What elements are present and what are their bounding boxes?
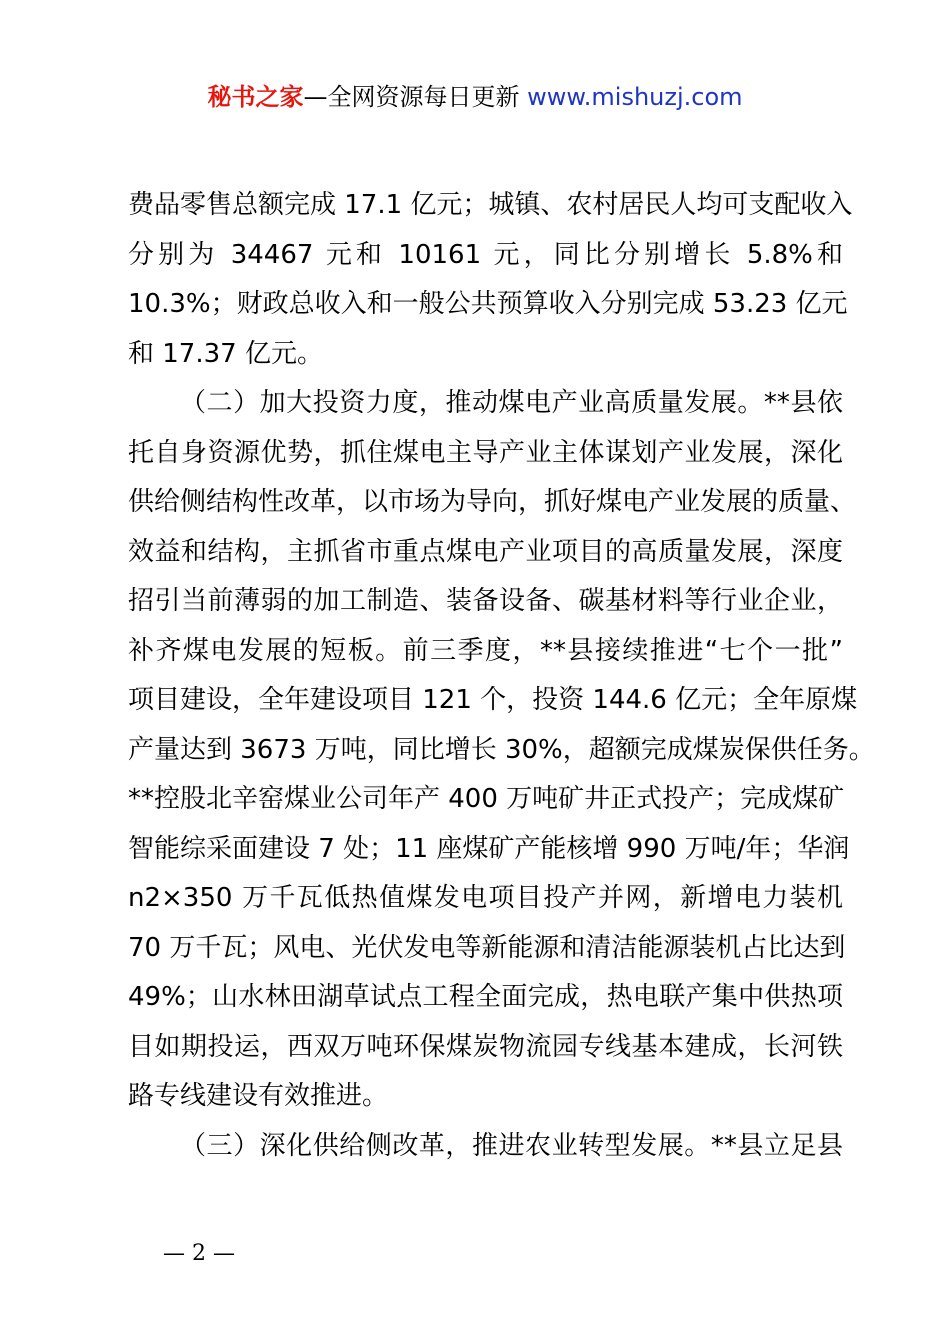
text-line: 费品零售总额完成 17.1 亿元；城镇、农村居民人均可支配收入 — [128, 190, 853, 220]
text-line: **控股北辛窑煤业公司年产 400 万吨矿井正式投产；完成煤矿 — [128, 784, 845, 814]
text-line: 10.3%；财政总收入和一般公共预算收入分别完成 53.23 亿元 — [128, 289, 848, 319]
paragraph-heading-2: （二）加大投资力度，推动煤电产业高质量发展。**县依 — [180, 388, 843, 418]
text-line: 分别为 34467 元和 10161 元，同比分别增长 5.8%和 — [128, 239, 843, 270]
text-line: 招引当前薄弱的加工制造、装备设备、碳基材料等行业企业， — [128, 586, 843, 616]
paragraph-heading-3: （三）深化供给侧改革，推进农业转型发展。**县立足县 — [180, 1130, 843, 1161]
site-url-link[interactable]: www.mishuzj.com — [527, 83, 743, 111]
brand-name: 秘书之家 — [207, 83, 304, 111]
site-banner — [0, 80, 950, 114]
text-line: 智能综采面建设 7 处；11 座煤矿产能核增 990 万吨/年；华润 — [128, 833, 850, 864]
text-line: 产量达到 3673 万吨，同比增长 30%，超额完成煤炭保供任务。 — [128, 734, 875, 765]
text-line: 49%；山水林田湖草试点工程全面完成，热电联产集中供热项 — [128, 982, 843, 1012]
text-line: 托自身资源优势，抓住煤电主导产业主体谋划产业发展，深化 — [128, 437, 843, 468]
document-body — [128, 181, 875, 1171]
text-line: 效益和结构，主抓省市重点煤电产业项目的高质量发展，深度 — [128, 536, 843, 567]
banner-tagline: —全网资源每日更新 — [303, 83, 528, 111]
text-line: 项目建设，全年建设项目 121 个，投资 144.6 亿元；全年原煤 — [128, 685, 858, 715]
text-line: 补齐煤电发展的短板。前三季度，**县接续推进“七个一批” — [128, 635, 843, 666]
page-number: — 2 — — [163, 1241, 235, 1266]
text-line: 70 万千瓦；风电、光伏发电等新能源和清洁能源装机占比达到 — [128, 932, 846, 963]
text-line: 和 17.37 亿元。 — [128, 338, 323, 369]
text-line: 路专线建设有效推进。 — [128, 1081, 389, 1111]
text-line: 供给侧结构性改革，以市场为导向，抓好煤电产业发展的质量、 — [128, 487, 857, 517]
text-line: n2×350 万千瓦低热值煤发电项目投产并网，新增电力装机 — [128, 883, 843, 913]
text-line: 目如期投运，西双万吨环保煤炭物流园专线基本建成，长河铁 — [128, 1031, 843, 1062]
